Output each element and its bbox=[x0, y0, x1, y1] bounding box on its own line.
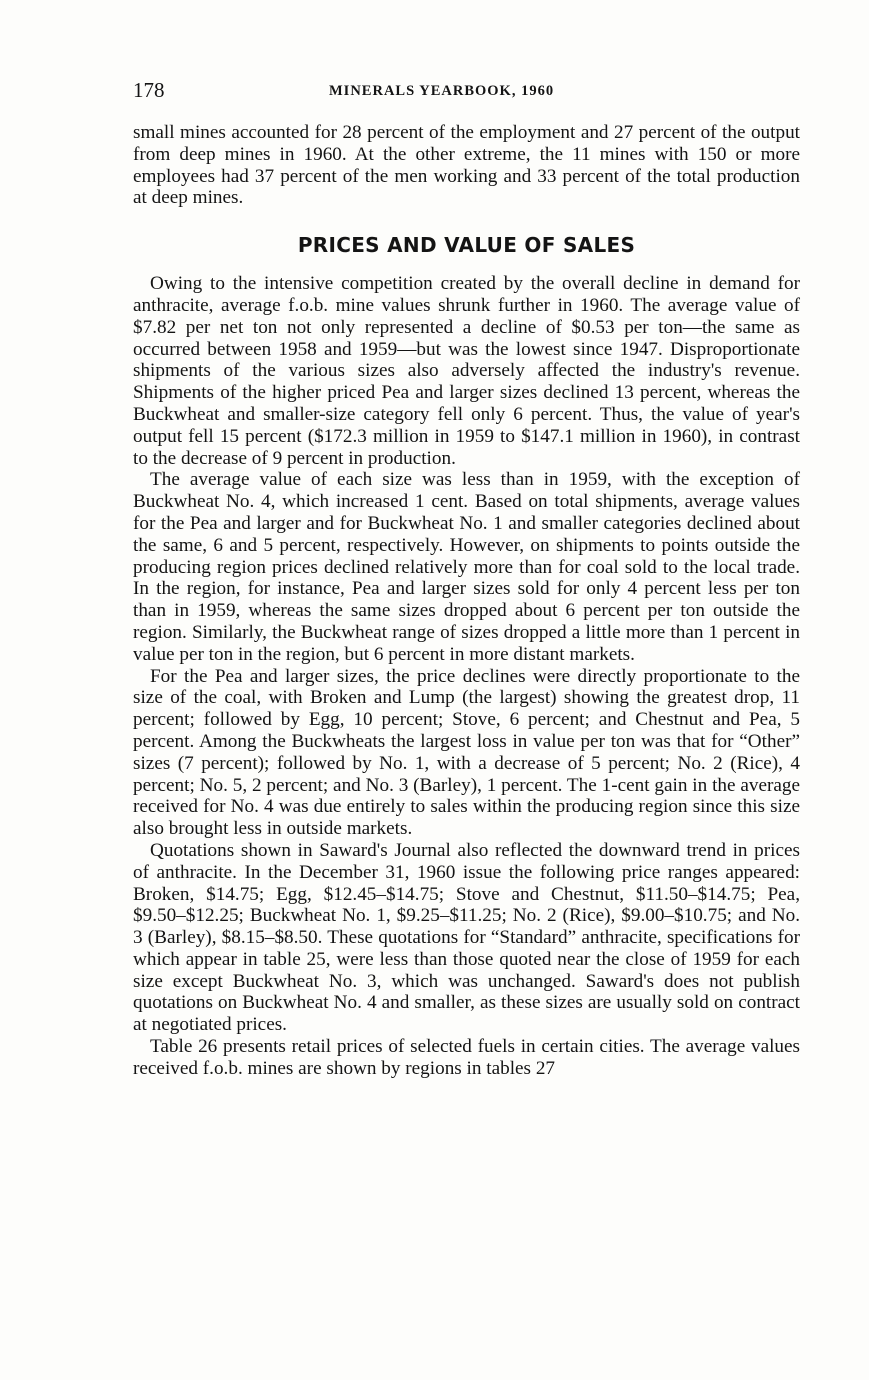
paragraph-quotations: Quotations shown in Saward's Journal also reflected the downward trend in prices of anthracite. In the December 31, 1960 issue the following price ranges appeared: Broken, $14.75; Egg, $12.45–$14.75; Stove and Chestnut, $11.50–$14.75; Pea, $9.50–$12.25; Buckwheat No. 1, $9.25–$11.25; No. 2 (Rice), $9.00–$10.75; and No. 3 (Barley), $8.15–$8.50. These quotations for “Standard” anthracite, specifications for which appear in table 25, were less than those quoted near the close of 1959 for each size except Buckwheat No. 3, which was unchanged. Saward's does not publish quotations on Buckwheat No. 4 and smaller, as these sizes are usually sold on contract at negotiated prices. bbox=[133, 839, 800, 1036]
paragraph-owing: Owing to the intensive competition created by the overall decline in demand for anthracite, average f.o.b. mine values shrunk further in 1960. The average value of $7.82 per net ton not only represented a decline of $0.53 per ton—the same as occurred between 1958 and 1959—but was the lowest since 1947. Disproportionate shipments of the various sizes also adversely affected the industry's revenue. Shipments of the higher priced Pea and larger sizes declined 13 percent, whereas the Buckwheat and smaller-size category fell only 6 percent. Thus, the value of year's output fell 15 percent ($172.3 million in 1959 to $147.1 million in 1960), in contrast to the decrease of 9 percent in production. bbox=[133, 273, 800, 469]
paragraph-average-value: The average value of each size was less than in 1959, with the exception of Buckwheat No. 4, which increased 1 cent. Based on total shipments, average values for the Pea and larger and for Buckwheat No. 1 and smaller categories declined about the same, 6 and 5 percent, respectively. However, on shipments to points outside the producing region prices declined relatively more than for coal sold to the local trade. In the region, for instance, Pea and larger sizes sold for only 4 percent less per ton than in 1959, whereas the same sizes dropped about 6 percent per ton outside the region. Similarly, the Buckwheat range of sizes dropped a little more than 1 percent in value per ton in the region, but 6 percent in more distant markets. bbox=[133, 469, 800, 665]
continuation-paragraph: small mines accounted for 28 percent of the employment and 27 percent of the output from deep mines in 1960. At the other extreme, the 11 mines with 150 or more employees had 37 percent of the men working and 33 percent of the total production at deep mines. bbox=[133, 122, 800, 209]
paragraph-table-26: Table 26 presents retail prices of selected fuels in certain cities. The average values received f.o.b. mines are shown by regions in tables 27 bbox=[133, 1036, 800, 1079]
body-text bbox=[133, 122, 800, 1080]
page-number: 178 bbox=[133, 78, 165, 102]
running-title: MINERALS YEARBOOK, 1960 bbox=[329, 83, 555, 99]
paragraph-pea-sizes: For the Pea and larger sizes, the price declines were directly proportionate to the size of the coal, with Broken and Lump (the largest) showing the greatest drop, 11 percent; followed by Egg, 10 percent; Stove, 6 percent; and Chestnut and Pea, 5 percent. Among the Buckwheats the largest loss in value per ton was that for “Other” sizes (7 percent); followed by No. 1, with a decrease of 5 percent; No. 2 (Rice), 4 percent; No. 5, 2 percent; and No. 3 (Barley), 1 percent. The 1-cent gain in the average received for No. 4 was due entirely to sales within the producing region since this size also brought less in outside markets. bbox=[133, 665, 800, 840]
running-head bbox=[133, 76, 800, 104]
section-heading: PRICES AND VALUE OF SALES bbox=[297, 233, 636, 258]
